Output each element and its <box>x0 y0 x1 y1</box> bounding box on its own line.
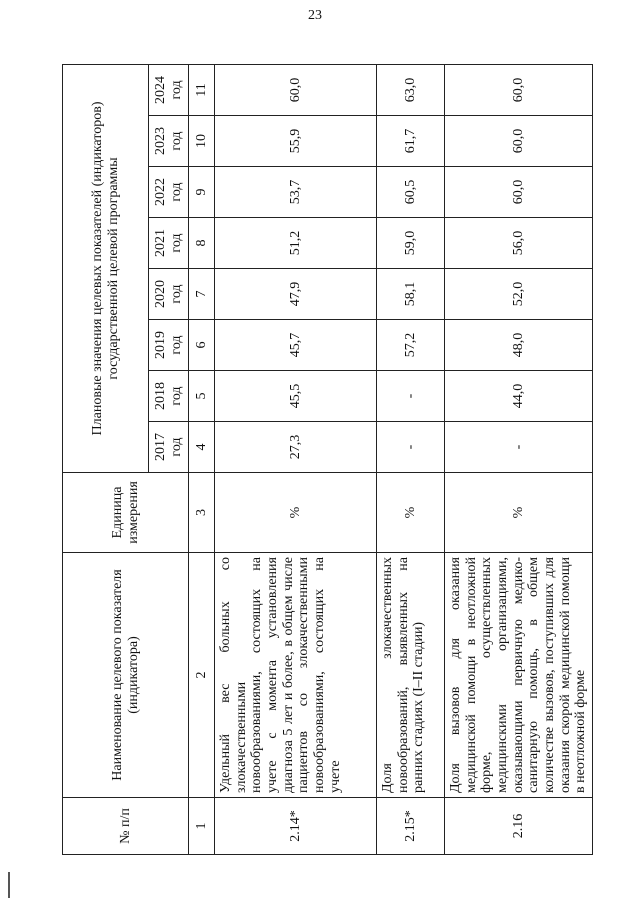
indicators-table <box>62 64 593 855</box>
value-cell: 63,0 <box>377 64 445 115</box>
column-number: 6 <box>189 320 215 371</box>
column-number: 2 <box>189 553 215 798</box>
header-row-1 <box>63 64 149 854</box>
indicator-name: Доля вызовов для оказания медицинской помощи в неотложной форме, осуществленных медицинскими организациями, оказывающими первичную медико-санитарную помощь, в общем количестве вызовов, поступивших для оказания скорой медицинской помощи в неотложной форме <box>445 553 593 798</box>
indicator-name: Доля злокачественных новообразований, выявленных на ранних стадиях (I–II стадии) <box>377 553 445 798</box>
column-number: 5 <box>189 371 215 422</box>
column-number: 11 <box>189 64 215 115</box>
value-cell: 60,0 <box>215 64 377 115</box>
value-cell: 44,0 <box>445 371 593 422</box>
value-cell: 60,0 <box>445 64 593 115</box>
column-number: 8 <box>189 218 215 269</box>
row-number: 2.14* <box>215 798 377 855</box>
value-cell: - <box>377 371 445 422</box>
header-year: 2019 год <box>149 320 189 371</box>
value-cell: 47,9 <box>215 269 377 320</box>
column-number: 9 <box>189 167 215 218</box>
value-cell: 45,5 <box>215 371 377 422</box>
value-cell: 51,2 <box>215 218 377 269</box>
value-cell: 59,0 <box>377 218 445 269</box>
rotated-table-container <box>62 65 589 855</box>
value-cell: - <box>377 422 445 473</box>
value-cell: 55,9 <box>215 116 377 167</box>
header-year: 2024 год <box>149 64 189 115</box>
header-name: Наименование целевого показателя (индикатора) <box>63 553 189 798</box>
column-number: 1 <box>189 798 215 855</box>
header-year: 2018 год <box>149 371 189 422</box>
value-cell: 60,5 <box>377 167 445 218</box>
value-cell: 56,0 <box>445 218 593 269</box>
value-cell: 27,3 <box>215 422 377 473</box>
header-year: 2023 год <box>149 116 189 167</box>
value-cell: 52,0 <box>445 269 593 320</box>
header-year: 2022 год <box>149 167 189 218</box>
indicator-name: Удельный вес больных со злокачественными новообразованиями, состоящих на учете с момента установления диагноза 5 лет и более, в общем числе пациентов со злокачественными новообразованиями, состоящих на учете <box>215 553 377 798</box>
header-num: № п/п <box>63 798 189 855</box>
header-values-group: Плановые значения целевых показателей (индикаторов) государственной целевой программы <box>63 64 149 472</box>
column-number: 4 <box>189 422 215 473</box>
row-number: 2.15* <box>377 798 445 855</box>
table-row <box>377 64 445 854</box>
value-cell: 53,7 <box>215 167 377 218</box>
row-number: 2.16 <box>445 798 593 855</box>
value-cell: 61,7 <box>377 116 445 167</box>
header-year: 2017 год <box>149 422 189 473</box>
value-cell: 60,0 <box>445 116 593 167</box>
value-cell: 58,1 <box>377 269 445 320</box>
value-cell: 48,0 <box>445 320 593 371</box>
value-cell: 57,2 <box>377 320 445 371</box>
header-year: 2020 год <box>149 269 189 320</box>
value-cell: - <box>445 422 593 473</box>
header-unit: Единица измерения <box>63 473 189 553</box>
table-row <box>445 64 593 854</box>
column-number-row <box>189 64 215 854</box>
table-row <box>215 64 377 854</box>
column-number: 7 <box>189 269 215 320</box>
header-year: 2021 год <box>149 218 189 269</box>
unit-cell: % <box>377 473 445 553</box>
column-number: 3 <box>189 473 215 553</box>
column-number: 10 <box>189 116 215 167</box>
unit-cell: % <box>215 473 377 553</box>
value-cell: 45,7 <box>215 320 377 371</box>
value-cell: 60,0 <box>445 167 593 218</box>
margin-mark <box>8 872 10 898</box>
unit-cell: % <box>445 473 593 553</box>
page-number: 23 <box>308 8 322 23</box>
